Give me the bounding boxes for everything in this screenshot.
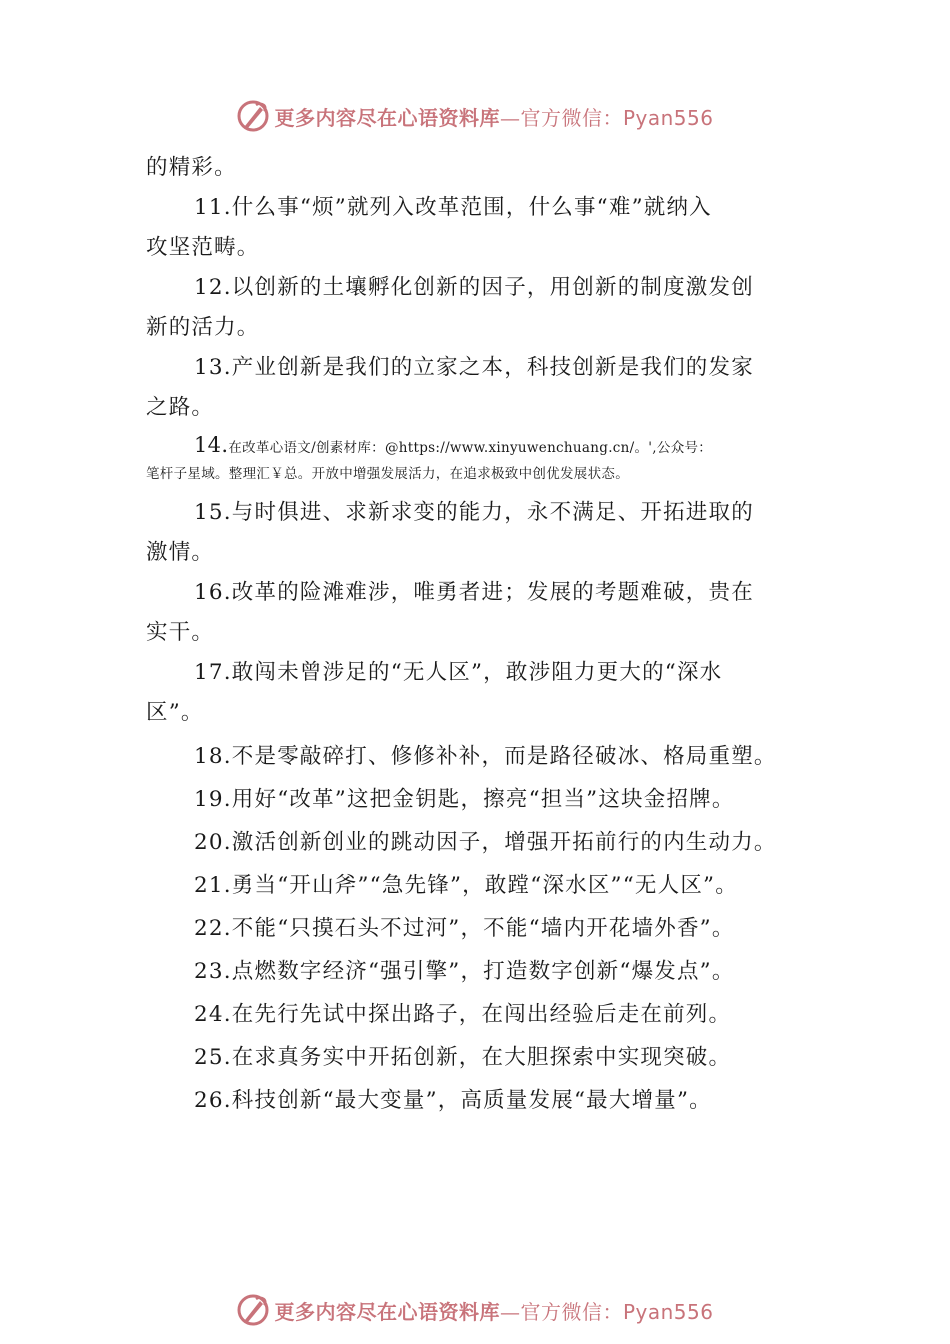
- paragraph-line: 区”。: [146, 700, 204, 725]
- paragraph-line-text: 在改革心语文/创素材库：@https://www.xinyuwenchuang.cn/。',公众号：: [228, 440, 713, 456]
- paragraph-line: 20.激活创新创业的跳动因子，增强开拓前行的内生动力。: [194, 830, 777, 855]
- paragraph-line: 17.敢闯未曾涉足的“无人区”，敢涉阻力更大的“深水: [194, 660, 723, 685]
- paragraph: [146, 573, 826, 653]
- banner-separator: —: [499, 105, 521, 130]
- paragraph-line: 24.在先行先试中探出路子，在闯出经验后走在前列。: [194, 1002, 732, 1027]
- paragraph-line: 新的活力。: [146, 315, 260, 340]
- paragraph-line: [146, 432, 826, 461]
- paragraph-line: 12.以创新的土壤孵化创新的因子，用创新的制度激发创: [194, 275, 754, 300]
- paragraph-line: 22.不能“只摸石头不过河”，不能“墙内开花墙外香”。: [194, 916, 735, 941]
- header-banner-text: [274, 102, 713, 131]
- paragraph: [146, 348, 826, 428]
- paragraph-ad: [146, 432, 826, 487]
- paragraph: [146, 993, 826, 1036]
- paragraph-line: 激情。: [146, 540, 215, 565]
- paragraph: [146, 907, 826, 950]
- paragraph-line: 19.用好“改革”这把金钥匙，擦亮“担当”这块金招牌。: [194, 787, 735, 812]
- paragraph-line: 26.科技创新“最大变量”，高质量发展“最大增量”。: [194, 1088, 712, 1113]
- paragraph-line: 实干。: [146, 620, 215, 645]
- paragraph-line: 16.改革的险滩难涉，唯勇者进；发展的考题难破，贵在: [194, 580, 754, 605]
- paragraph: [146, 493, 826, 573]
- paragraph-line: 攻坚范畴。: [146, 235, 260, 260]
- banner-brand: 更多内容尽在心语资料库: [274, 1299, 500, 1324]
- paragraph-number: 14.: [194, 433, 229, 457]
- paragraph-line: 21.勇当“开山斧”“急先锋”，敢蹚“深水区”“无人区”。: [194, 873, 738, 898]
- pen-circle-icon: [236, 99, 270, 133]
- paragraph: [146, 950, 826, 993]
- paragraph-line: 13.产业创新是我们的立家之本，科技创新是我们的发家: [194, 355, 754, 380]
- paragraph-line: 25.在求真务实中开拓创新，在大胆探索中实现突破。: [194, 1045, 732, 1070]
- banner-separator: —: [499, 1299, 521, 1324]
- paragraph-line: 15.与时俱进、求新求变的能力，永不满足、开拓进取的: [194, 500, 754, 525]
- paragraph-line: 18.不是零敲碎打、修修补补，而是路径破冰、格局重塑。: [194, 744, 777, 769]
- paragraph-line: 的精彩。: [146, 155, 237, 180]
- document-body: [146, 148, 826, 1122]
- paragraph-line: 笔杆子星域。整理汇￥总。开放中增强发展活力，在追求极致中创优发展状态。: [146, 466, 629, 482]
- header-banner: [0, 96, 950, 136]
- paragraph: [146, 735, 826, 778]
- paragraph: [146, 1036, 826, 1079]
- pen-circle-icon: [236, 1293, 270, 1327]
- footer-banner-text: [274, 1296, 713, 1325]
- banner-contact: 官方微信：Pyan556: [520, 105, 714, 130]
- paragraph: [146, 821, 826, 864]
- paragraph: [146, 188, 826, 268]
- paragraph-line: 之路。: [146, 395, 215, 420]
- paragraph: [146, 148, 826, 188]
- paragraph: [146, 864, 826, 907]
- banner-brand: 更多内容尽在心语资料库: [274, 105, 500, 130]
- paragraph: [146, 1079, 826, 1122]
- banner-contact: 官方微信：Pyan556: [520, 1299, 714, 1324]
- paragraph: [146, 268, 826, 348]
- paragraph-line: 23.点燃数字经济“强引擎”，打造数字创新“爆发点”。: [194, 959, 735, 984]
- footer-banner: [0, 1290, 950, 1330]
- paragraph: [146, 778, 826, 821]
- paragraph: [146, 653, 826, 733]
- paragraph-line: 11.什么事“烦”就列入改革范围，什么事“难”就纳入: [194, 195, 712, 220]
